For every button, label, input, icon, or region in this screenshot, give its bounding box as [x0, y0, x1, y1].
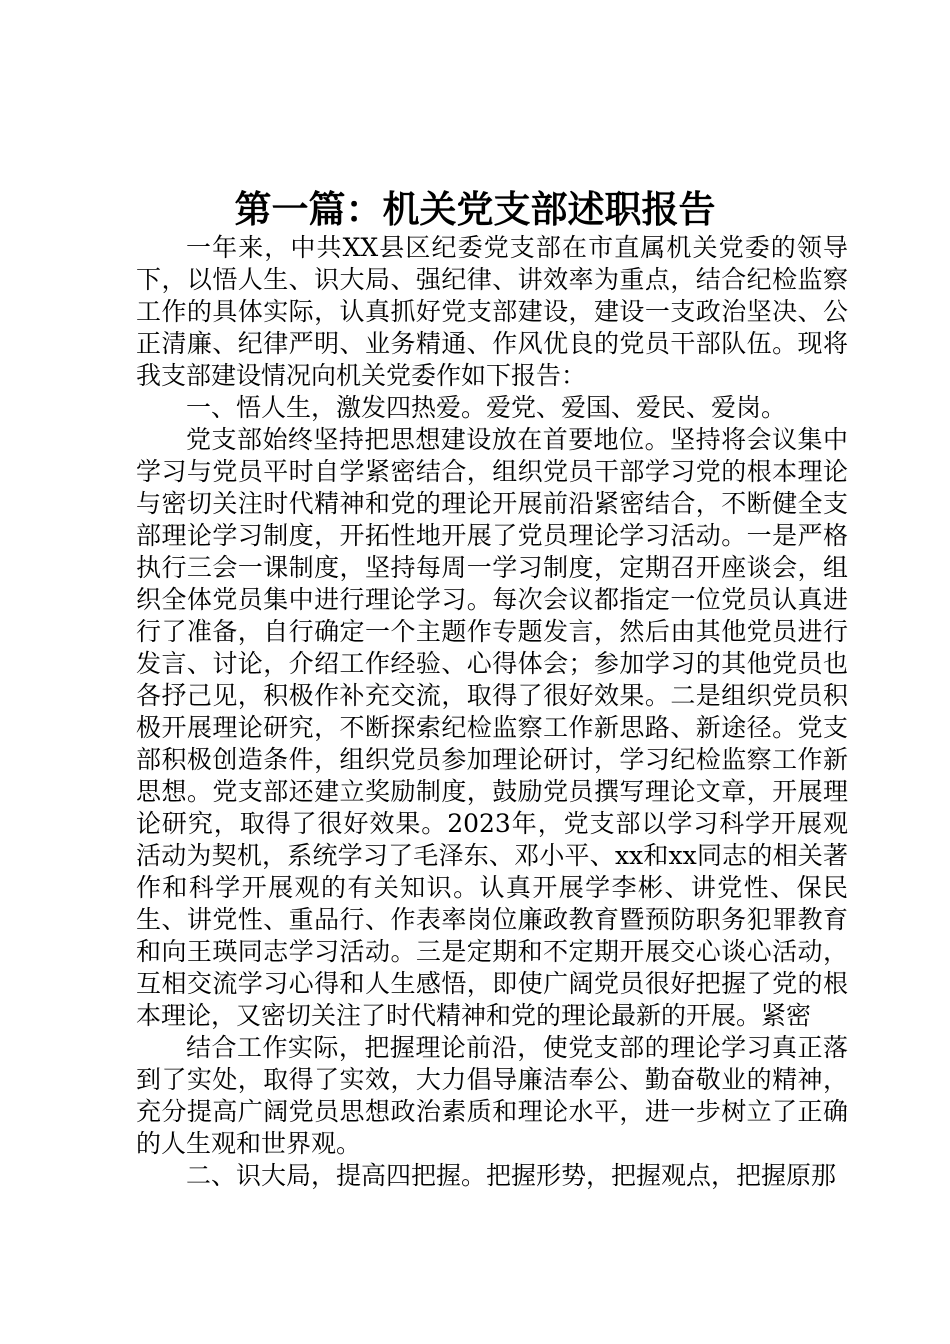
paragraph-section-1-body: 党支部始终坚持把思想建设放在首要地位。坚持将会议集中学习与党员平时自学紧密结合，组织党员干部学习党的根本理论与密切关注时代精神和党的理论开展前沿紧密结合，不断健全支部理论学习制度，开拓性地开展了党员理论学习活动。一是严格执行三会一课制度，坚持每周一学习制度，定期召开座谈会，组织全体党员集中进行理论学习。每次会议都指定一位党员认真进行了准备，自行确定一个主题作专题发言，然后由其他党员进行发言、讨论，介绍工作经验、心得体会；参加学习的其他党员也各抒己见，积极作补充交流，取得了很好效果。二是组织党员积极开展理论研究，不断探索纪检监察工作新思路、新途径。党支部积极创造条件，组织党员参加理论研讨，学习纪检监察工作新思想。党支部还建立奖励制度，鼓励党员撰写理论文章，开展理论研究，取得了很好效果。2023年，党支部以学习科学开展观活动为契机，系统学习了毛泽东、邓小平、xx和xx同志的相关著作和科学开展观的有关知识。认真开展学李彬、讲党性、保民生、讲党性、重品行、作表率岗位廉政教育暨预防职务犯罪教育和向王瑛同志学习活动。三是定期和不定期开展交心谈心活动，互相交流学习心得和人生感悟，即使广阔党员很好把握了党的根本理论，又密切关注了时代精神和党的理论最新的开展。紧密 [136, 425, 848, 1030]
paragraph-intro: 一年来，中共XX县区纪委党支部在市直属机关党委的领导下，以悟人生、识大局、强纪律、讲效率为重点，结合纪检监察工作的具体实际，认真抓好党支部建设，建设一支政治坚决、公正清廉、纪律严明、业务精通、作风优良的党员干部队伍。现将我支部建设情况向机关党委作如下报告： [136, 233, 848, 390]
document-body [136, 232, 848, 1192]
paragraph-section-2-heading: 二、识大局，提高四把握。把握形势，把握观点，把握原那 [186, 1161, 837, 1190]
paragraph-section-1-conclusion: 结合工作实际，把握理论前沿，使党支部的理论学习真正落到了实处，取得了实效，大力倡导廉洁奉公、勤奋敬业的精神，充分提高广阔党员思想政治素质和理论水平，进一步树立了正确的人生观和世界观。 [136, 1033, 848, 1158]
document-title: 第一篇：机关党支部述职报告 [234, 187, 716, 231]
paragraph-section-1-heading: 一、悟人生，激发四热爱。爱党、爱国、爱民、爱岗。 [186, 393, 787, 422]
